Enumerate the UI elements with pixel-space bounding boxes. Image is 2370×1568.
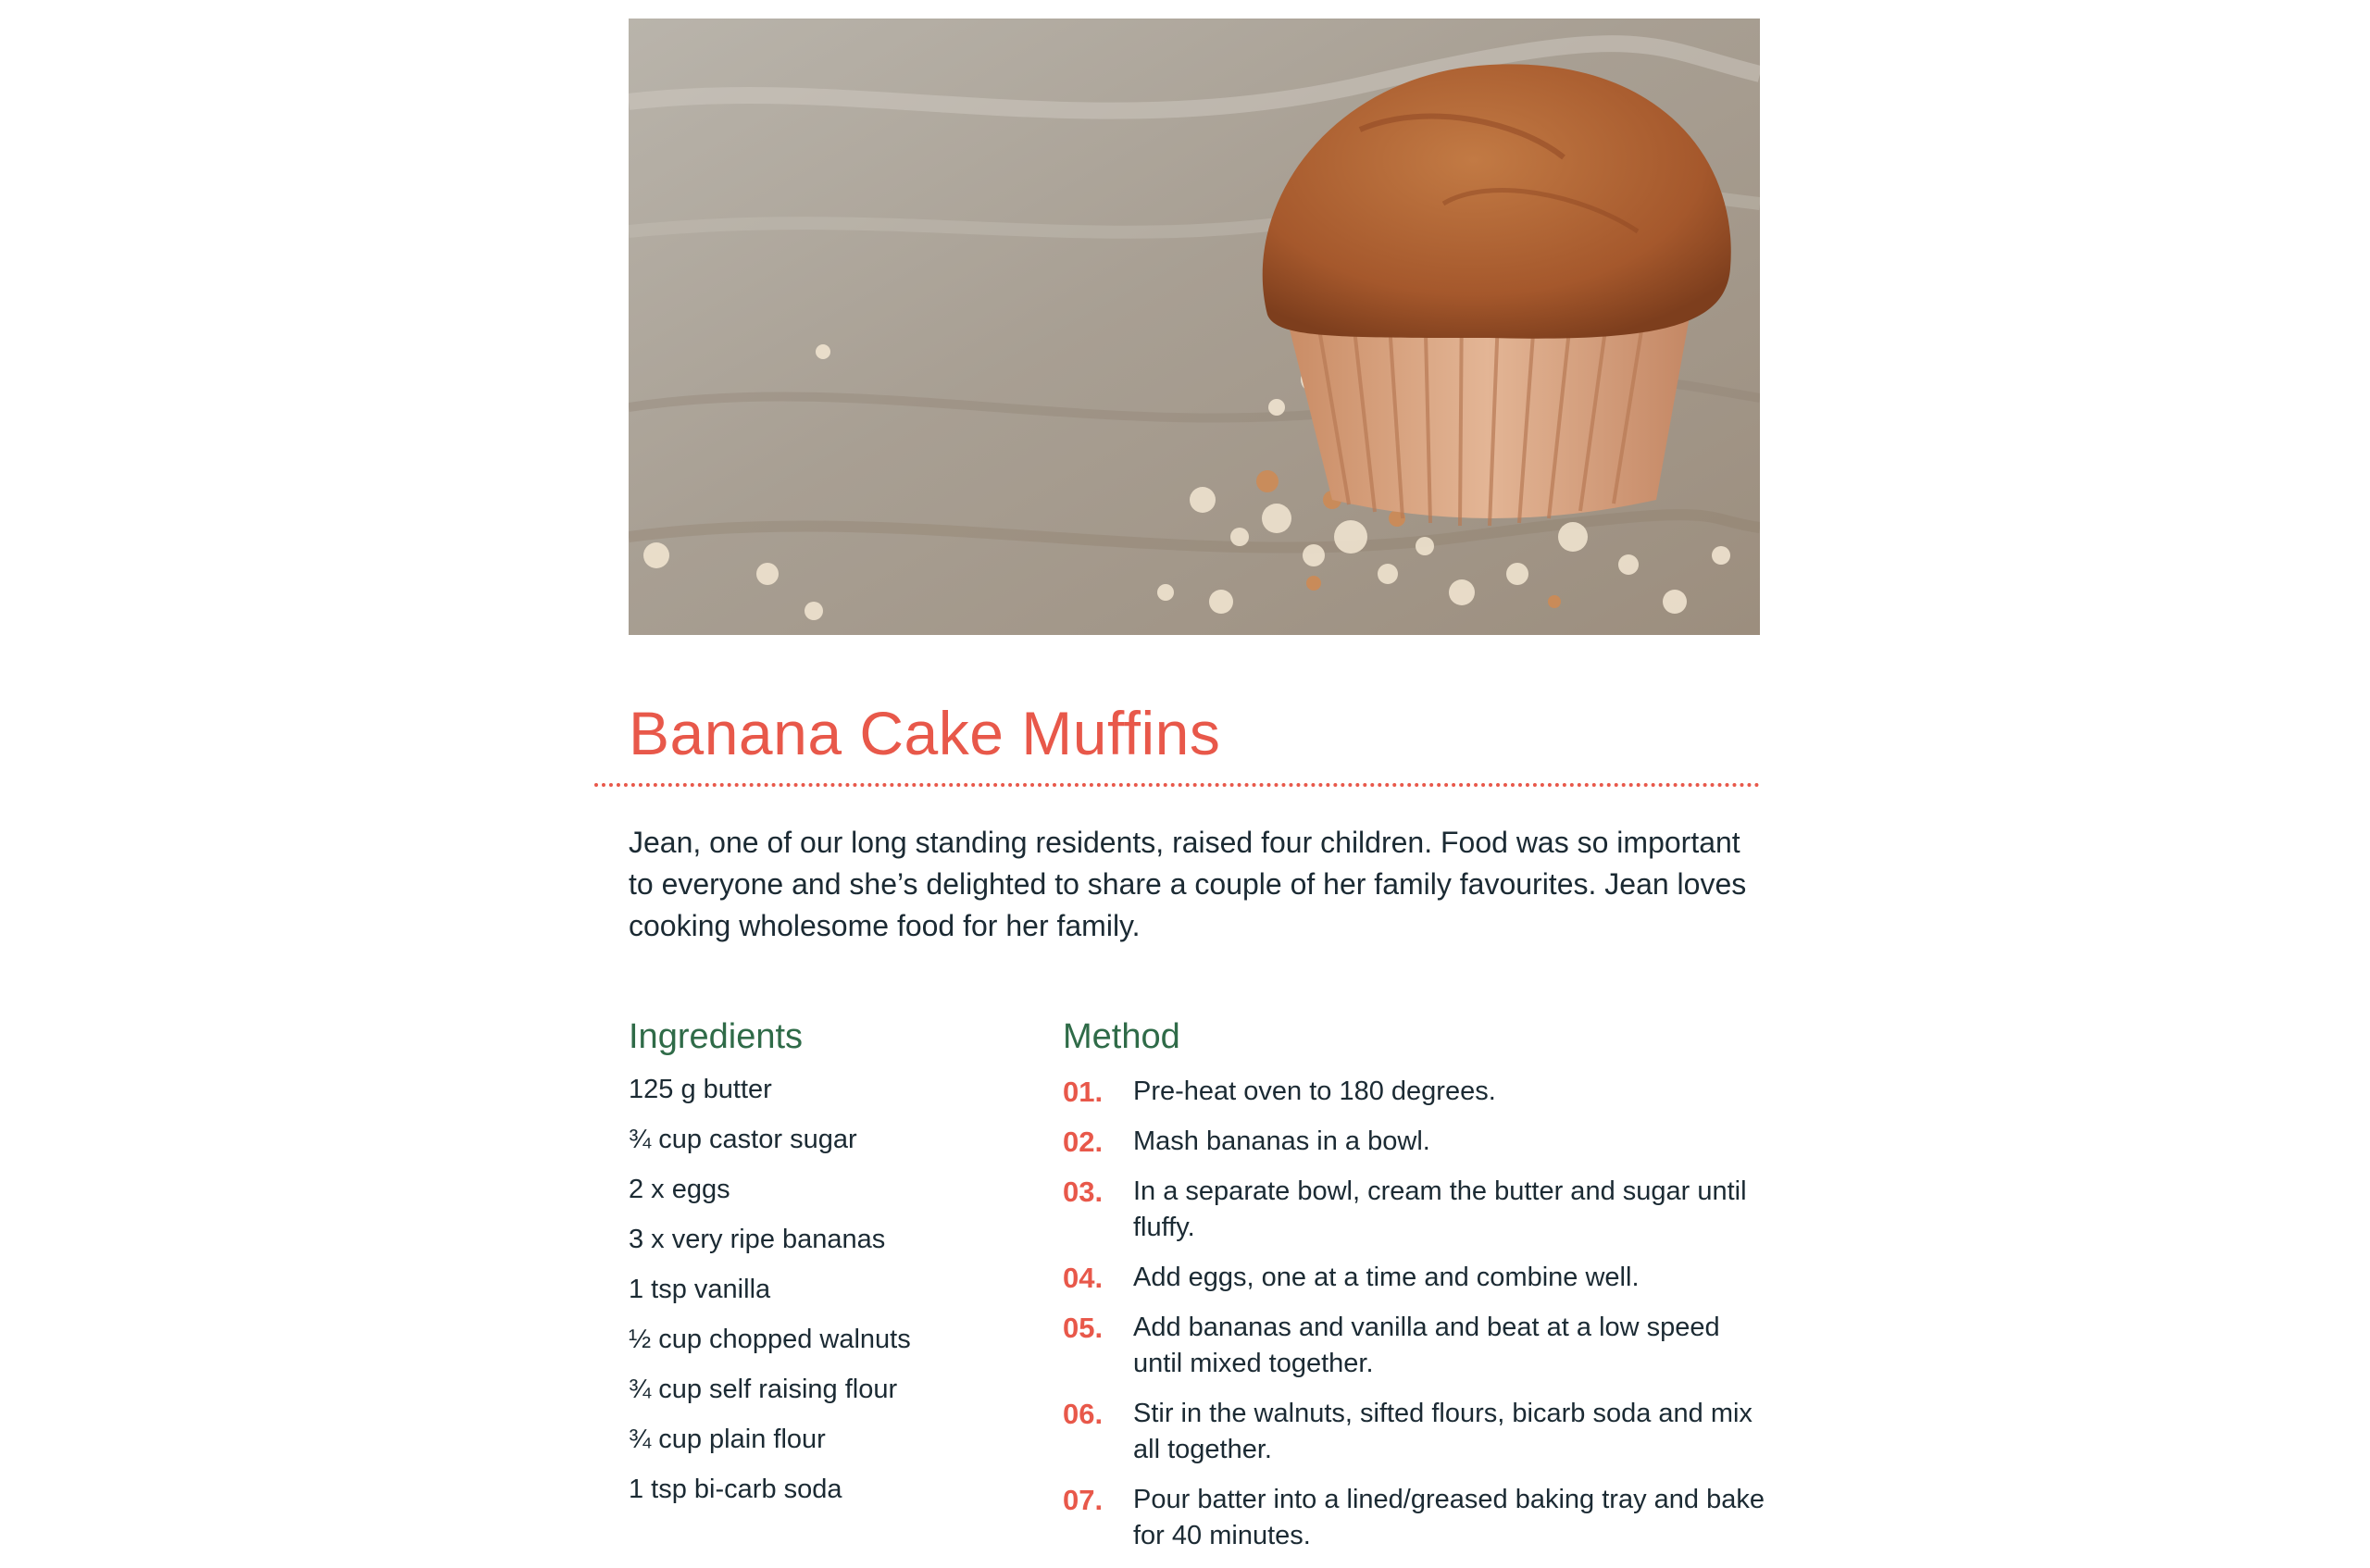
step-number: 04. xyxy=(1063,1262,1104,1294)
ingredient-item: ¾ cup self raising flour xyxy=(629,1375,898,1404)
ingredients-list xyxy=(629,1074,911,1524)
step-text: Add eggs, one at a time and combine well. xyxy=(1133,1263,1640,1292)
title-divider xyxy=(594,783,1760,787)
step-text: In a separate bowl, cream the butter and sugar until fluffy. xyxy=(1133,1176,1747,1242)
method-heading: Method xyxy=(1063,1017,1180,1056)
step-number: 07. xyxy=(1063,1484,1104,1516)
step-number: 03. xyxy=(1063,1176,1104,1208)
method-step xyxy=(1063,1174,1766,1246)
ingredient-item: 1 tsp bi-carb soda xyxy=(629,1475,842,1504)
intro-line: to everyone and she’s delighted to share a couple of her family favourites. Jean loves xyxy=(629,867,1747,901)
recipe-title: Banana Cake Muffins xyxy=(629,699,1221,767)
ingredient-item: 1 tsp vanilla xyxy=(629,1275,771,1304)
method-step xyxy=(1063,1482,1766,1554)
method-steps xyxy=(1063,1074,1766,1568)
method-step xyxy=(1063,1074,1766,1110)
step-text: Pre-heat oven to 180 degrees. xyxy=(1133,1076,1496,1106)
ingredient-item: 125 g butter xyxy=(629,1075,772,1104)
method-step xyxy=(1063,1260,1766,1296)
step-number: 06. xyxy=(1063,1398,1104,1430)
intro-line: Jean, one of our long standing residents, raised four children. Food was so important xyxy=(629,826,1740,859)
ingredient-item: ¾ cup castor sugar xyxy=(629,1125,857,1154)
step-text: Mash bananas in a bowl. xyxy=(1133,1126,1430,1156)
ingredients-heading: Ingredients xyxy=(629,1017,804,1056)
method-step xyxy=(1063,1124,1766,1160)
muffin-photo xyxy=(629,19,1760,635)
step-text: Add bananas and vanilla and beat at a low speed until mixed together. xyxy=(1133,1313,1720,1378)
ingredient-item: 3 x very ripe bananas xyxy=(629,1225,886,1254)
step-text: Stir in the walnuts, sifted flours, bicarb soda and mix all together. xyxy=(1133,1399,1753,1464)
step-number: 01. xyxy=(1063,1076,1104,1108)
ingredient-item: ¾ cup plain flour xyxy=(629,1425,826,1454)
step-number: 02. xyxy=(1063,1126,1104,1158)
method-step xyxy=(1063,1396,1766,1468)
step-number: 05. xyxy=(1063,1312,1104,1344)
ingredient-item: 2 x eggs xyxy=(629,1175,730,1204)
intro-line: cooking wholesome food for her family. xyxy=(629,909,1141,942)
method-step xyxy=(1063,1310,1766,1382)
step-text: Pour batter into a lined/greased baking tray and bake for 40 minutes. xyxy=(1133,1485,1765,1550)
ingredient-item: ½ cup chopped walnuts xyxy=(629,1325,911,1354)
recipe-intro xyxy=(629,822,1767,947)
